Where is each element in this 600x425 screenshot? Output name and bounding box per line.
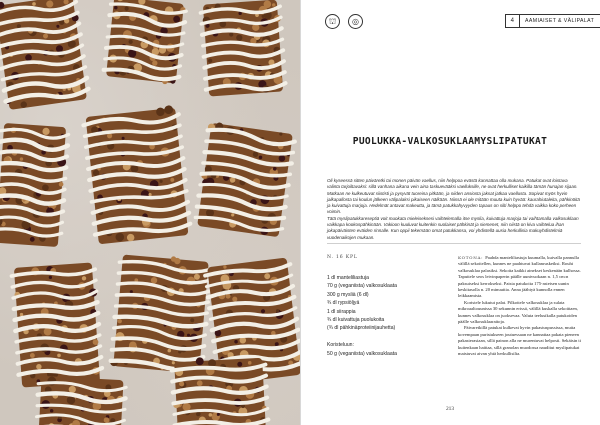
method-paragraph: Koristele lukutut palat. Pilkottele valkosuklaa ja sulata mikroaaltouunissa 30 sekunnin erissä, välillä kuskalla sekoittaen, kunnes valkosuklaa on juoksevaa. Valuta teelusikalla patukoiden päälle valkosuklaaraitoja. [458, 299, 578, 325]
intro-paragraph: Oli kyseessä sitten päiväretki tai monen päivän vaellus, niin helppoa evästä kannattaa olla mukana. Patukat ovat loistava valinta tarjoiltavaksi: sillä vanhana aikana vein aina taskuevääksi vaelluksille, ne ovat herkulliset kaikilla tämän hunajan sijaan. Matkaan ne kulkeutuvat siististi ja pysyvät tuoreina pitkään, ja niiden ansiosta jaksat jatkaa vaellusta. Sopivat myös hyvin jalkapallosta tai koulun jälkeen välipalaksi pikaiseen nälkään. Niissä ei ole mitään muuta kuin hyvää: kaurahiutaleita, pähkinöitä ja kuivattuja marjoja. Hedelmät antavat makeutta, ja tämä patukkahyvyyden tapaus on silti helppo tehdä vaikka koko perheen voimin. [327, 178, 580, 215]
ingredient-item: 70 g (veganiista) valkosuklaata [327, 283, 397, 290]
bar-base [14, 262, 100, 387]
ingredient-item: ¾ dl rypsiöljyä [327, 300, 360, 307]
granola-bar [0, 123, 69, 247]
ingredient-item: ¾ dl kuivattuja puolukoita [327, 317, 385, 324]
ingredient-item: 50 g (veganiista) valkosuklaata [327, 350, 397, 357]
method-paragraph [458, 255, 582, 300]
chapter-name: AAMIAISET & VÄLIPALAT [525, 18, 595, 24]
servings-label: N. 16 KPL [327, 255, 358, 260]
granola-bar [200, 0, 286, 97]
method-step: Paahda manteliliastuja kuumalla, kuivalla pannulla välillä sekoitellen, kunnes ne paahtuvat kullanruskeiksi. Rouhi valkosuklaa palasiksi. Sekoita kaikki ainekset keskenään kulhossa. Taputtele seos leivinpaperin päälle uunivuokaan n. 1,5 cm:n paksuiseksi kerrokseksi. Paista patukoita 175-asteisen uunin keskitasolla n. 20 minuuttia. Anna jäähtyä kunnolla ennen leikkaamista. [458, 255, 581, 299]
granola-bar [194, 121, 296, 238]
section-divider [327, 243, 581, 244]
granola-bar [35, 376, 126, 425]
granola-bar [0, 0, 90, 110]
ingredient-item: 1 dl siirappia [327, 308, 356, 315]
ingredients-list [327, 274, 452, 358]
method-text [458, 255, 582, 358]
granola-bar [103, 0, 187, 86]
chapter-tab [505, 14, 600, 28]
granola-bar [110, 252, 212, 376]
ingredient-item: 1 dl manteliliastuja [327, 275, 369, 281]
ingredient-item: 300 g mysliä (6 dl) [327, 291, 369, 298]
granola-bar [171, 354, 269, 425]
page-number: 213 [445, 406, 455, 412]
chapter-number: 4 [506, 15, 520, 27]
intro-paragraph: Tätä myslipatukkareseptiä voit muokata mieleiseksesi vaihtelemalla itse myslia, kuivattuja marjoja tai vaihtamalla valkosuklaan vaikkapa kookospähkinään. Vakioon kuuluvat kuitenkin suolaiset pähkinät ja siemenet, niin niistä on kiva vaihtelua ihan jokapäiväisten eväiden rinnalle. Kun oppii tekemään omat patukkansa, voi yhdistellä uusia herkullisia makuyhdistelmiä vuodenaikojen mukaan. [327, 215, 579, 240]
recipe-title: PUOLUKKA-VALKOSUKLAAMYSLIPATUKAT [352, 136, 548, 147]
recipe-intro [327, 178, 581, 241]
granola-bar [11, 262, 104, 388]
method-paragraph: Päivaretkillä patukat kulkevat hyvin pakastuspussissa, mutta kovempaan puristukseen joutuessaan ne kannattaa pakata pieneen pakasterasiaan, sillä painon alla ne murentuvat helposti. Sekäisin ti kuitenkaan haittaa, sillä granolan muodossa nauditut myslipatukat maistuvat aivan yhtä herkullisilta. [458, 325, 581, 357]
granola-bar [82, 104, 191, 245]
dairy-free-icon: ◎ [348, 14, 363, 29]
ingredient-item: (¾ dl pähkinäproteiinijauhetta) [327, 325, 396, 332]
vegan-icon: ⛫ [325, 14, 340, 29]
page-gutter [300, 0, 301, 425]
coating-heading: Koristeluun: [327, 342, 354, 349]
method-label: KOTONA: [458, 255, 484, 260]
